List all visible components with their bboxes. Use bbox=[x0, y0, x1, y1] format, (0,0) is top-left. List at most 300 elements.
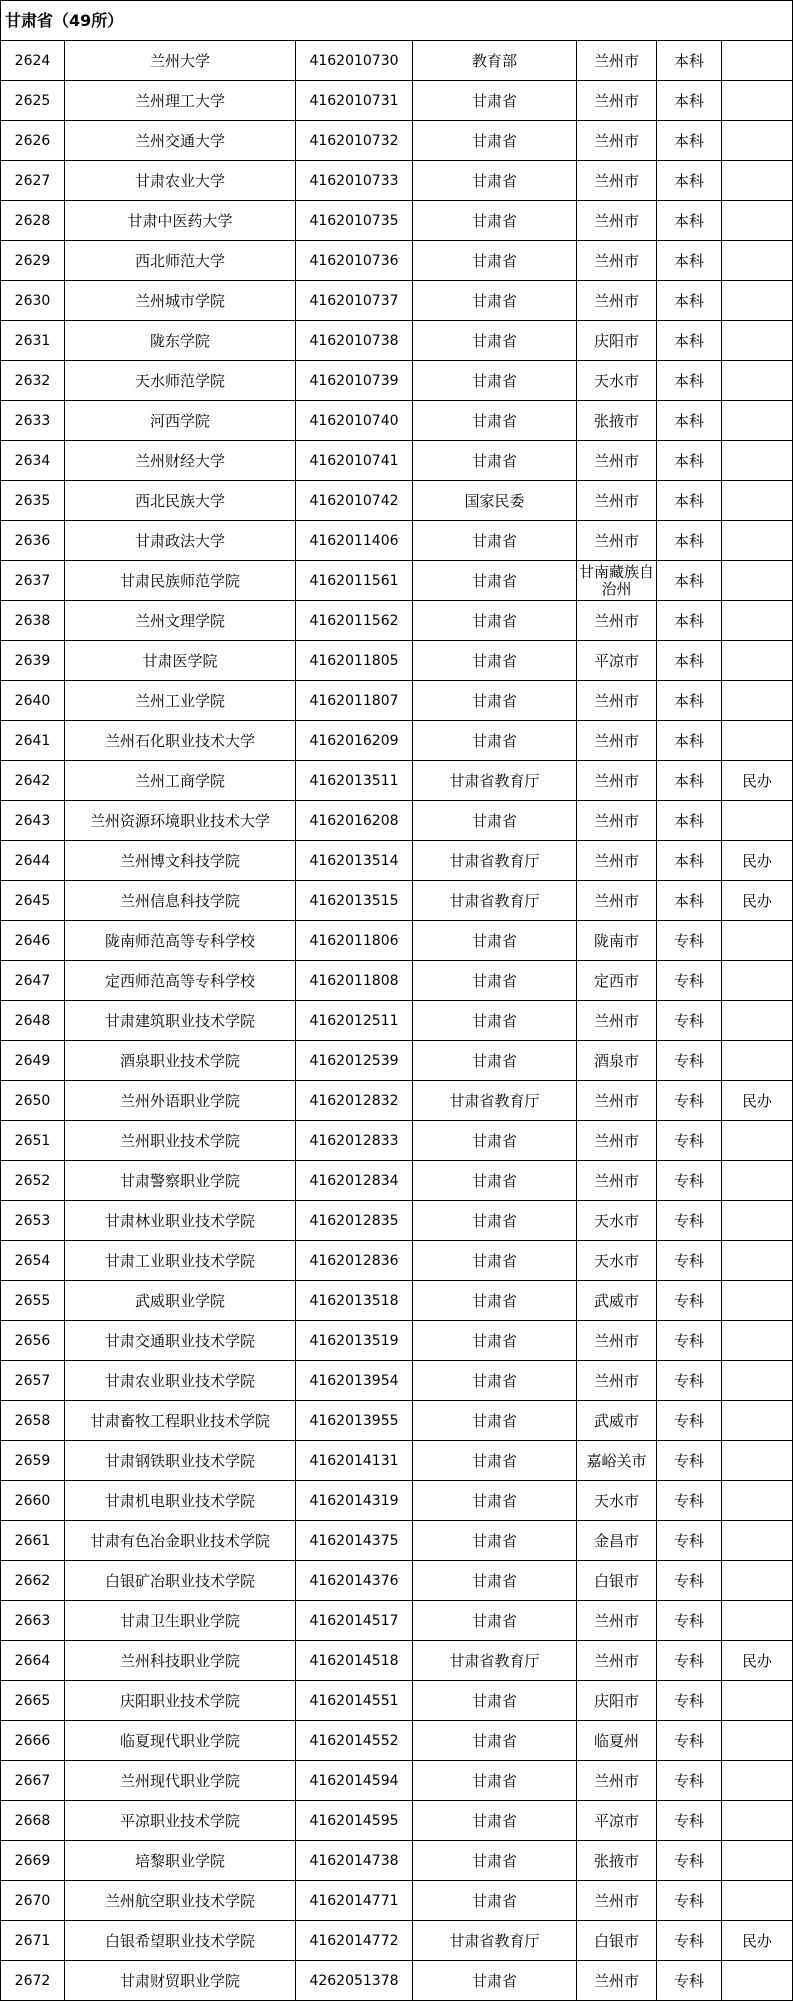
row-number-cell: 2671 bbox=[1, 1921, 65, 1961]
table-row bbox=[1, 1001, 793, 1041]
table-row bbox=[1, 121, 793, 161]
table-row bbox=[1, 921, 793, 961]
city-cell: 酒泉市 bbox=[577, 1041, 657, 1081]
remark-cell bbox=[722, 1721, 793, 1761]
table-row bbox=[1, 561, 793, 601]
school-name-cell: 甘肃钢铁职业技术学院 bbox=[65, 1441, 296, 1481]
school-code-cell: 4162011562 bbox=[296, 601, 413, 641]
table-row bbox=[1, 1841, 793, 1881]
remark-cell bbox=[722, 1761, 793, 1801]
city-cell: 兰州市 bbox=[577, 81, 657, 121]
city-cell: 金昌市 bbox=[577, 1521, 657, 1561]
remark-cell bbox=[722, 1481, 793, 1521]
authority-cell: 甘肃省 bbox=[413, 1681, 577, 1721]
remark-cell bbox=[722, 1961, 793, 2001]
row-number-cell: 2666 bbox=[1, 1721, 65, 1761]
row-number-cell: 2639 bbox=[1, 641, 65, 681]
remark-cell bbox=[722, 1041, 793, 1081]
remark-cell: 民办 bbox=[722, 761, 793, 801]
school-code-cell: 4162014517 bbox=[296, 1601, 413, 1641]
authority-cell: 甘肃省 bbox=[413, 681, 577, 721]
school-code-cell: 4162010735 bbox=[296, 201, 413, 241]
school-name-cell: 甘肃工业职业技术学院 bbox=[65, 1241, 296, 1281]
city-cell: 兰州市 bbox=[577, 1601, 657, 1641]
row-number-cell: 2667 bbox=[1, 1761, 65, 1801]
remark-cell bbox=[722, 481, 793, 521]
city-cell: 张掖市 bbox=[577, 401, 657, 441]
remark-cell bbox=[722, 721, 793, 761]
table-row bbox=[1, 1761, 793, 1801]
row-number-cell: 2642 bbox=[1, 761, 65, 801]
row-number-cell: 2672 bbox=[1, 1961, 65, 2001]
level-cell: 专科 bbox=[657, 1881, 722, 1921]
school-code-cell: 4162010731 bbox=[296, 81, 413, 121]
table-row bbox=[1, 321, 793, 361]
school-name-cell: 甘肃财贸职业学院 bbox=[65, 1961, 296, 2001]
city-cell: 兰州市 bbox=[577, 241, 657, 281]
authority-cell: 甘肃省教育厅 bbox=[413, 841, 577, 881]
remark-cell bbox=[722, 681, 793, 721]
city-cell: 陇南市 bbox=[577, 921, 657, 961]
school-name-cell: 甘肃卫生职业学院 bbox=[65, 1601, 296, 1641]
row-number-cell: 2627 bbox=[1, 161, 65, 201]
school-name-cell: 甘肃机电职业技术学院 bbox=[65, 1481, 296, 1521]
row-number-cell: 2665 bbox=[1, 1681, 65, 1721]
level-cell: 本科 bbox=[657, 441, 722, 481]
table-row bbox=[1, 1801, 793, 1841]
city-cell: 兰州市 bbox=[577, 521, 657, 561]
authority-cell: 甘肃省 bbox=[413, 1881, 577, 1921]
authority-cell: 甘肃省 bbox=[413, 321, 577, 361]
level-cell: 专科 bbox=[657, 1201, 722, 1241]
city-cell: 兰州市 bbox=[577, 281, 657, 321]
row-number-cell: 2641 bbox=[1, 721, 65, 761]
city-cell: 兰州市 bbox=[577, 801, 657, 841]
school-name-cell: 甘肃中医药大学 bbox=[65, 201, 296, 241]
authority-cell: 甘肃省 bbox=[413, 361, 577, 401]
school-name-cell: 武威职业学院 bbox=[65, 1281, 296, 1321]
city-cell: 白银市 bbox=[577, 1561, 657, 1601]
row-number-cell: 2654 bbox=[1, 1241, 65, 1281]
authority-cell: 甘肃省 bbox=[413, 241, 577, 281]
level-cell: 本科 bbox=[657, 521, 722, 561]
remark-cell bbox=[722, 441, 793, 481]
school-code-cell: 4262051378 bbox=[296, 1961, 413, 2001]
level-cell: 专科 bbox=[657, 1921, 722, 1961]
school-name-cell: 甘肃有色冶金职业技术学院 bbox=[65, 1521, 296, 1561]
authority-cell: 甘肃省 bbox=[413, 1521, 577, 1561]
table-row bbox=[1, 161, 793, 201]
table-row bbox=[1, 1881, 793, 1921]
school-name-cell: 兰州城市学院 bbox=[65, 281, 296, 321]
table-row bbox=[1, 601, 793, 641]
table-row bbox=[1, 1441, 793, 1481]
remark-cell bbox=[722, 1121, 793, 1161]
school-code-cell: 4162014551 bbox=[296, 1681, 413, 1721]
city-cell: 天水市 bbox=[577, 1481, 657, 1521]
authority-cell: 甘肃省 bbox=[413, 1761, 577, 1801]
level-cell: 专科 bbox=[657, 1641, 722, 1681]
school-name-cell: 西北师范大学 bbox=[65, 241, 296, 281]
city-cell: 武威市 bbox=[577, 1281, 657, 1321]
school-name-cell: 兰州大学 bbox=[65, 41, 296, 81]
level-cell: 专科 bbox=[657, 1041, 722, 1081]
remark-cell bbox=[722, 1881, 793, 1921]
school-code-cell: 4162013515 bbox=[296, 881, 413, 921]
authority-cell: 甘肃省 bbox=[413, 921, 577, 961]
school-name-cell: 甘肃建筑职业技术学院 bbox=[65, 1001, 296, 1041]
table-row bbox=[1, 1121, 793, 1161]
table-row bbox=[1, 1241, 793, 1281]
authority-cell: 甘肃省教育厅 bbox=[413, 881, 577, 921]
row-number-cell: 2659 bbox=[1, 1441, 65, 1481]
authority-cell: 甘肃省教育厅 bbox=[413, 1081, 577, 1121]
authority-cell: 甘肃省 bbox=[413, 1321, 577, 1361]
school-code-cell: 4162010733 bbox=[296, 161, 413, 201]
authority-cell: 甘肃省 bbox=[413, 961, 577, 1001]
school-code-cell: 4162013511 bbox=[296, 761, 413, 801]
authority-cell: 甘肃省 bbox=[413, 1721, 577, 1761]
level-cell: 专科 bbox=[657, 1481, 722, 1521]
city-cell: 兰州市 bbox=[577, 1121, 657, 1161]
level-cell: 本科 bbox=[657, 481, 722, 521]
authority-cell: 甘肃省 bbox=[413, 1281, 577, 1321]
remark-cell bbox=[722, 1801, 793, 1841]
row-number-cell: 2658 bbox=[1, 1401, 65, 1441]
remark-cell bbox=[722, 241, 793, 281]
school-code-cell: 4162013954 bbox=[296, 1361, 413, 1401]
section-header-row bbox=[1, 1, 793, 41]
level-cell: 本科 bbox=[657, 121, 722, 161]
school-name-cell: 河西学院 bbox=[65, 401, 296, 441]
school-name-cell: 兰州理工大学 bbox=[65, 81, 296, 121]
remark-cell: 民办 bbox=[722, 1081, 793, 1121]
level-cell: 本科 bbox=[657, 321, 722, 361]
authority-cell: 甘肃省 bbox=[413, 1121, 577, 1161]
row-number-cell: 2669 bbox=[1, 1841, 65, 1881]
city-cell: 天水市 bbox=[577, 361, 657, 401]
school-code-cell: 4162012511 bbox=[296, 1001, 413, 1041]
school-name-cell: 甘肃医学院 bbox=[65, 641, 296, 681]
level-cell: 专科 bbox=[657, 1841, 722, 1881]
level-cell: 本科 bbox=[657, 801, 722, 841]
level-cell: 本科 bbox=[657, 401, 722, 441]
city-cell: 庆阳市 bbox=[577, 321, 657, 361]
table-row bbox=[1, 1921, 793, 1961]
remark-cell bbox=[722, 521, 793, 561]
school-code-cell: 4162010738 bbox=[296, 321, 413, 361]
remark-cell bbox=[722, 41, 793, 81]
table-row bbox=[1, 521, 793, 561]
school-name-cell: 兰州石化职业技术大学 bbox=[65, 721, 296, 761]
remark-cell bbox=[722, 401, 793, 441]
school-code-cell: 4162014738 bbox=[296, 1841, 413, 1881]
city-cell: 嘉峪关市 bbox=[577, 1441, 657, 1481]
level-cell: 本科 bbox=[657, 161, 722, 201]
city-cell: 兰州市 bbox=[577, 121, 657, 161]
row-number-cell: 2643 bbox=[1, 801, 65, 841]
row-number-cell: 2662 bbox=[1, 1561, 65, 1601]
city-cell: 兰州市 bbox=[577, 41, 657, 81]
level-cell: 本科 bbox=[657, 561, 722, 601]
table-row bbox=[1, 721, 793, 761]
school-name-cell: 兰州职业技术学院 bbox=[65, 1121, 296, 1161]
remark-cell bbox=[722, 1521, 793, 1561]
row-number-cell: 2653 bbox=[1, 1201, 65, 1241]
school-code-cell: 4162013519 bbox=[296, 1321, 413, 1361]
school-code-cell: 4162010739 bbox=[296, 361, 413, 401]
remark-cell bbox=[722, 361, 793, 401]
school-code-cell: 4162011807 bbox=[296, 681, 413, 721]
row-number-cell: 2648 bbox=[1, 1001, 65, 1041]
authority-cell: 甘肃省 bbox=[413, 521, 577, 561]
city-cell: 兰州市 bbox=[577, 1081, 657, 1121]
level-cell: 专科 bbox=[657, 1761, 722, 1801]
level-cell: 专科 bbox=[657, 1281, 722, 1321]
school-code-cell: 4162014319 bbox=[296, 1481, 413, 1521]
row-number-cell: 2663 bbox=[1, 1601, 65, 1641]
remark-cell bbox=[722, 1441, 793, 1481]
level-cell: 本科 bbox=[657, 41, 722, 81]
city-cell: 张掖市 bbox=[577, 1841, 657, 1881]
school-name-cell: 临夏现代职业学院 bbox=[65, 1721, 296, 1761]
row-number-cell: 2630 bbox=[1, 281, 65, 321]
school-code-cell: 4162012833 bbox=[296, 1121, 413, 1161]
level-cell: 专科 bbox=[657, 1241, 722, 1281]
remark-cell: 民办 bbox=[722, 1641, 793, 1681]
table-row bbox=[1, 1281, 793, 1321]
city-cell: 天水市 bbox=[577, 1201, 657, 1241]
remark-cell bbox=[722, 1321, 793, 1361]
level-cell: 本科 bbox=[657, 641, 722, 681]
school-name-cell: 平凉职业技术学院 bbox=[65, 1801, 296, 1841]
remark-cell bbox=[722, 1241, 793, 1281]
school-code-cell: 4162012836 bbox=[296, 1241, 413, 1281]
level-cell: 本科 bbox=[657, 761, 722, 801]
school-code-cell: 4162012835 bbox=[296, 1201, 413, 1241]
authority-cell: 甘肃省 bbox=[413, 441, 577, 481]
school-name-cell: 兰州文理学院 bbox=[65, 601, 296, 641]
authority-cell: 甘肃省 bbox=[413, 1841, 577, 1881]
remark-cell bbox=[722, 1161, 793, 1201]
remark-cell bbox=[722, 961, 793, 1001]
level-cell: 专科 bbox=[657, 921, 722, 961]
row-number-cell: 2633 bbox=[1, 401, 65, 441]
school-name-cell: 甘肃交通职业技术学院 bbox=[65, 1321, 296, 1361]
authority-cell: 甘肃省 bbox=[413, 281, 577, 321]
city-cell: 兰州市 bbox=[577, 161, 657, 201]
level-cell: 专科 bbox=[657, 1961, 722, 2001]
level-cell: 本科 bbox=[657, 81, 722, 121]
authority-cell: 甘肃省 bbox=[413, 1001, 577, 1041]
table-row bbox=[1, 1641, 793, 1681]
level-cell: 本科 bbox=[657, 281, 722, 321]
city-cell: 兰州市 bbox=[577, 1961, 657, 2001]
remark-cell: 民办 bbox=[722, 881, 793, 921]
school-name-cell: 兰州航空职业技术学院 bbox=[65, 1881, 296, 1921]
city-cell: 兰州市 bbox=[577, 681, 657, 721]
table-row bbox=[1, 1681, 793, 1721]
school-code-cell: 4162014594 bbox=[296, 1761, 413, 1801]
school-name-cell: 培黎职业学院 bbox=[65, 1841, 296, 1881]
school-name-cell: 陇东学院 bbox=[65, 321, 296, 361]
level-cell: 专科 bbox=[657, 1401, 722, 1441]
row-number-cell: 2664 bbox=[1, 1641, 65, 1681]
school-name-cell: 甘肃农业职业技术学院 bbox=[65, 1361, 296, 1401]
city-cell: 白银市 bbox=[577, 1921, 657, 1961]
school-name-cell: 白银希望职业技术学院 bbox=[65, 1921, 296, 1961]
city-cell: 甘南藏族自治州 bbox=[577, 561, 657, 601]
remark-cell bbox=[722, 201, 793, 241]
table-row bbox=[1, 41, 793, 81]
school-name-cell: 庆阳职业技术学院 bbox=[65, 1681, 296, 1721]
school-name-cell: 天水师范学院 bbox=[65, 361, 296, 401]
table-row bbox=[1, 201, 793, 241]
authority-cell: 教育部 bbox=[413, 41, 577, 81]
school-code-cell: 4162010741 bbox=[296, 441, 413, 481]
table-row bbox=[1, 401, 793, 441]
school-code-cell: 4162012834 bbox=[296, 1161, 413, 1201]
row-number-cell: 2651 bbox=[1, 1121, 65, 1161]
city-cell: 兰州市 bbox=[577, 1761, 657, 1801]
table-row bbox=[1, 281, 793, 321]
city-cell: 定西市 bbox=[577, 961, 657, 1001]
remark-cell bbox=[722, 1001, 793, 1041]
table-row bbox=[1, 1961, 793, 2001]
row-number-cell: 2652 bbox=[1, 1161, 65, 1201]
city-cell: 兰州市 bbox=[577, 1881, 657, 1921]
table-row bbox=[1, 841, 793, 881]
school-code-cell: 4162010740 bbox=[296, 401, 413, 441]
remark-cell bbox=[722, 801, 793, 841]
authority-cell: 国家民委 bbox=[413, 481, 577, 521]
city-cell: 兰州市 bbox=[577, 1321, 657, 1361]
level-cell: 专科 bbox=[657, 1721, 722, 1761]
remark-cell bbox=[722, 81, 793, 121]
row-number-cell: 2629 bbox=[1, 241, 65, 281]
remark-cell bbox=[722, 1681, 793, 1721]
table-row bbox=[1, 1081, 793, 1121]
authority-cell: 甘肃省教育厅 bbox=[413, 761, 577, 801]
row-number-cell: 2655 bbox=[1, 1281, 65, 1321]
school-code-cell: 4162014131 bbox=[296, 1441, 413, 1481]
level-cell: 专科 bbox=[657, 1441, 722, 1481]
school-code-cell: 4162014771 bbox=[296, 1881, 413, 1921]
row-number-cell: 2650 bbox=[1, 1081, 65, 1121]
table-row bbox=[1, 81, 793, 121]
city-cell: 天水市 bbox=[577, 1241, 657, 1281]
school-code-cell: 4162012539 bbox=[296, 1041, 413, 1081]
school-code-cell: 4162012832 bbox=[296, 1081, 413, 1121]
remark-cell bbox=[722, 1601, 793, 1641]
table-row bbox=[1, 481, 793, 521]
authority-cell: 甘肃省 bbox=[413, 121, 577, 161]
level-cell: 专科 bbox=[657, 1601, 722, 1641]
row-number-cell: 2646 bbox=[1, 921, 65, 961]
remark-cell bbox=[722, 601, 793, 641]
school-name-cell: 甘肃林业职业技术学院 bbox=[65, 1201, 296, 1241]
city-cell: 兰州市 bbox=[577, 441, 657, 481]
authority-cell: 甘肃省教育厅 bbox=[413, 1641, 577, 1681]
city-cell: 庆阳市 bbox=[577, 1681, 657, 1721]
table-row bbox=[1, 241, 793, 281]
remark-cell bbox=[722, 121, 793, 161]
level-cell: 专科 bbox=[657, 1081, 722, 1121]
table-row bbox=[1, 1561, 793, 1601]
table-row bbox=[1, 681, 793, 721]
city-cell: 兰州市 bbox=[577, 1001, 657, 1041]
school-name-cell: 甘肃警察职业学院 bbox=[65, 1161, 296, 1201]
row-number-cell: 2670 bbox=[1, 1881, 65, 1921]
table-row bbox=[1, 361, 793, 401]
authority-cell: 甘肃省 bbox=[413, 1801, 577, 1841]
school-code-cell: 4162010737 bbox=[296, 281, 413, 321]
school-name-cell: 甘肃农业大学 bbox=[65, 161, 296, 201]
remark-cell bbox=[722, 161, 793, 201]
authority-cell: 甘肃省 bbox=[413, 1441, 577, 1481]
authority-cell: 甘肃省 bbox=[413, 1601, 577, 1641]
row-number-cell: 2634 bbox=[1, 441, 65, 481]
row-number-cell: 2626 bbox=[1, 121, 65, 161]
school-name-cell: 定西师范高等专科学校 bbox=[65, 961, 296, 1001]
row-number-cell: 2656 bbox=[1, 1321, 65, 1361]
level-cell: 本科 bbox=[657, 841, 722, 881]
level-cell: 专科 bbox=[657, 961, 722, 1001]
school-name-cell: 西北民族大学 bbox=[65, 481, 296, 521]
row-number-cell: 2661 bbox=[1, 1521, 65, 1561]
level-cell: 本科 bbox=[657, 241, 722, 281]
school-code-cell: 4162014376 bbox=[296, 1561, 413, 1601]
city-cell: 兰州市 bbox=[577, 881, 657, 921]
table-row bbox=[1, 881, 793, 921]
authority-cell: 甘肃省 bbox=[413, 601, 577, 641]
school-code-cell: 4162011406 bbox=[296, 521, 413, 561]
school-name-cell: 兰州财经大学 bbox=[65, 441, 296, 481]
school-name-cell: 兰州资源环境职业技术大学 bbox=[65, 801, 296, 841]
table-row bbox=[1, 641, 793, 681]
school-code-cell: 4162013514 bbox=[296, 841, 413, 881]
row-number-cell: 2640 bbox=[1, 681, 65, 721]
level-cell: 专科 bbox=[657, 1801, 722, 1841]
school-code-cell: 4162014375 bbox=[296, 1521, 413, 1561]
school-code-cell: 4162013955 bbox=[296, 1401, 413, 1441]
city-cell: 兰州市 bbox=[577, 1161, 657, 1201]
authority-cell: 甘肃省 bbox=[413, 561, 577, 601]
city-cell: 武威市 bbox=[577, 1401, 657, 1441]
authority-cell: 甘肃省 bbox=[413, 1161, 577, 1201]
table-row bbox=[1, 1601, 793, 1641]
school-name-cell: 兰州外语职业学院 bbox=[65, 1081, 296, 1121]
level-cell: 专科 bbox=[657, 1321, 722, 1361]
row-number-cell: 2668 bbox=[1, 1801, 65, 1841]
table-row bbox=[1, 1041, 793, 1081]
remark-cell: 民办 bbox=[722, 841, 793, 881]
school-code-cell: 4162014518 bbox=[296, 1641, 413, 1681]
remark-cell bbox=[722, 561, 793, 601]
school-name-cell: 甘肃政法大学 bbox=[65, 521, 296, 561]
city-cell: 平凉市 bbox=[577, 641, 657, 681]
remark-cell bbox=[722, 281, 793, 321]
authority-cell: 甘肃省 bbox=[413, 1481, 577, 1521]
school-code-cell: 4162010736 bbox=[296, 241, 413, 281]
school-name-cell: 兰州博文科技学院 bbox=[65, 841, 296, 881]
school-name-cell: 兰州科技职业学院 bbox=[65, 1641, 296, 1681]
city-cell: 临夏州 bbox=[577, 1721, 657, 1761]
authority-cell: 甘肃省 bbox=[413, 401, 577, 441]
table-row bbox=[1, 1521, 793, 1561]
level-cell: 专科 bbox=[657, 1161, 722, 1201]
school-name-cell: 酒泉职业技术学院 bbox=[65, 1041, 296, 1081]
